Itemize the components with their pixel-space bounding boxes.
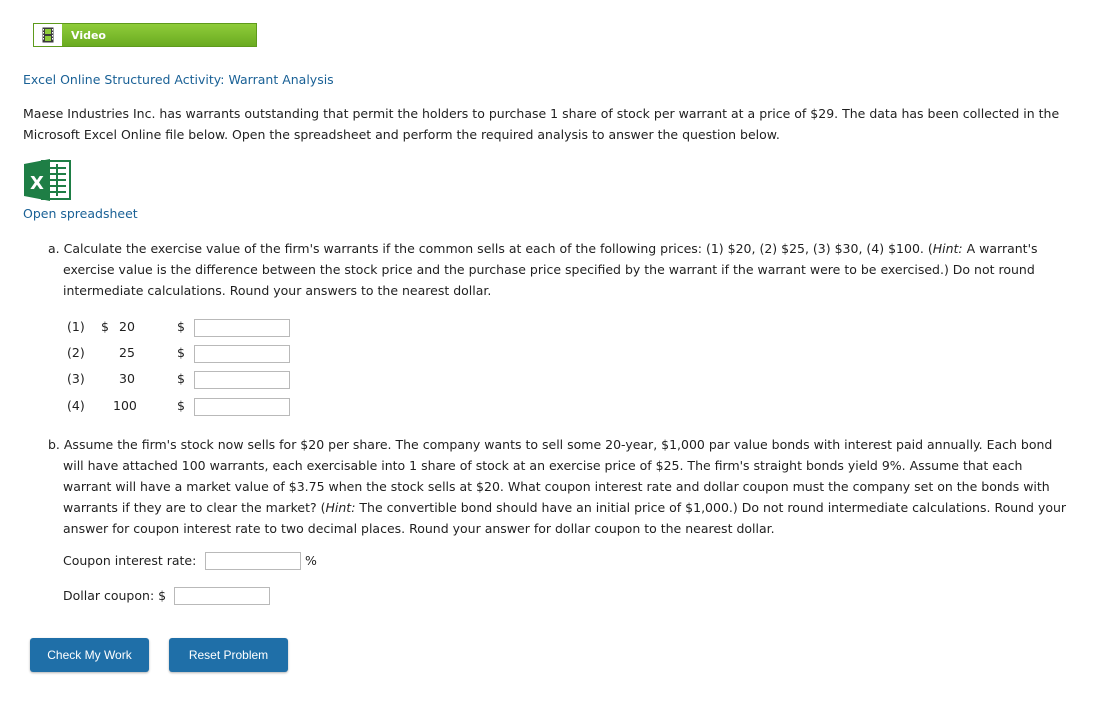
video-label: Video bbox=[71, 28, 106, 42]
dollar-coupon-row bbox=[63, 588, 166, 608]
row-price: 100 bbox=[113, 398, 137, 413]
coupon-rate-row bbox=[63, 553, 317, 573]
exercise-value-input-4[interactable] bbox=[194, 398, 290, 416]
film-icon bbox=[34, 24, 62, 46]
dollar-coupon-label: Dollar coupon: $ bbox=[63, 588, 167, 603]
row-currency: $ bbox=[101, 319, 109, 334]
row-number: (3) bbox=[67, 371, 85, 386]
part-a-lead: a. Calculate the exercise value of the firm's warrants if the common sells at each of the following prices: (1) $20, (2) $25, (3) $30, (4) $100. ( bbox=[48, 241, 933, 256]
row-number: (1) bbox=[67, 319, 85, 334]
excel-icon[interactable] bbox=[24, 158, 72, 206]
coupon-rate-input[interactable] bbox=[205, 552, 301, 570]
part-b-hint-label: Hint: bbox=[325, 500, 356, 515]
row-number: (2) bbox=[67, 345, 85, 360]
svg-text:X: X bbox=[30, 173, 44, 194]
exercise-value-input-1[interactable] bbox=[194, 319, 290, 337]
exercise-value-input-2[interactable] bbox=[194, 345, 290, 363]
row-dollar-sign: $ bbox=[177, 398, 185, 413]
coupon-rate-label: Coupon interest rate: bbox=[63, 553, 197, 568]
dollar-coupon-input[interactable] bbox=[174, 587, 270, 605]
row-dollar-sign: $ bbox=[177, 319, 185, 334]
part-b-lead: b. Assume the firm's stock now sells for $20 per share. The company wants to sell some 20-year, $1,000 par value bonds with interest paid annually. Each bond will have attached 100 warrants, each exercisable into 1 share of stock at an exercise price of $25. The firm's straight bonds yield 9%. Assume that each warrant will have a market value of $3.75 when the stock sells at $20. What coupon interest rate and dollar coupon must the company set on the bonds with warrants if they are to clear the market? ( bbox=[48, 437, 1053, 515]
reset-problem-button[interactable]: Reset Problem bbox=[169, 638, 288, 672]
row-dollar-sign: $ bbox=[177, 371, 185, 386]
part-b-text bbox=[48, 434, 1068, 539]
part-b-question bbox=[48, 434, 1068, 539]
row-number: (4) bbox=[67, 398, 85, 413]
part-a-hint-text: A warrant's exercise value is the difference between the stock price and the purchase price specified by the warrant if the warrant were to be exercised.) Do not round intermediate calculations. Round your answers to the nearest dollar. bbox=[63, 241, 1038, 298]
row-price: 20 bbox=[119, 319, 135, 334]
part-a-hint-label: Hint: bbox=[932, 241, 963, 256]
intro-paragraph: Maese Industries Inc. has warrants outstanding that permit the holders to purchase 1 share of stock per warrant at a price of $29. The data has been collected in the Microsoft Excel Online file below. Open the spreadsheet and perform the required analysis to answer the question below. bbox=[23, 106, 1060, 142]
check-my-work-button[interactable]: Check My Work bbox=[30, 638, 149, 672]
activity-title: Excel Online Structured Activity: Warrant Analysis bbox=[23, 72, 334, 87]
percent-unit: % bbox=[305, 553, 317, 568]
row-price: 25 bbox=[119, 345, 135, 360]
exercise-value-input-3[interactable] bbox=[194, 371, 290, 389]
video-button[interactable] bbox=[33, 23, 257, 47]
part-a-question bbox=[48, 238, 1048, 301]
open-spreadsheet-link[interactable]: Open spreadsheet bbox=[23, 206, 138, 221]
part-a-text bbox=[48, 238, 1048, 301]
row-dollar-sign: $ bbox=[177, 345, 185, 360]
row-price: 30 bbox=[119, 371, 135, 386]
part-b-hint-text: The convertible bond should have an initial price of $1,000.) Do not round intermediate calculations. Round your answer for coupon interest rate to two decimal places. Round your answer for dollar coupon to the nearest dollar. bbox=[63, 500, 1067, 536]
